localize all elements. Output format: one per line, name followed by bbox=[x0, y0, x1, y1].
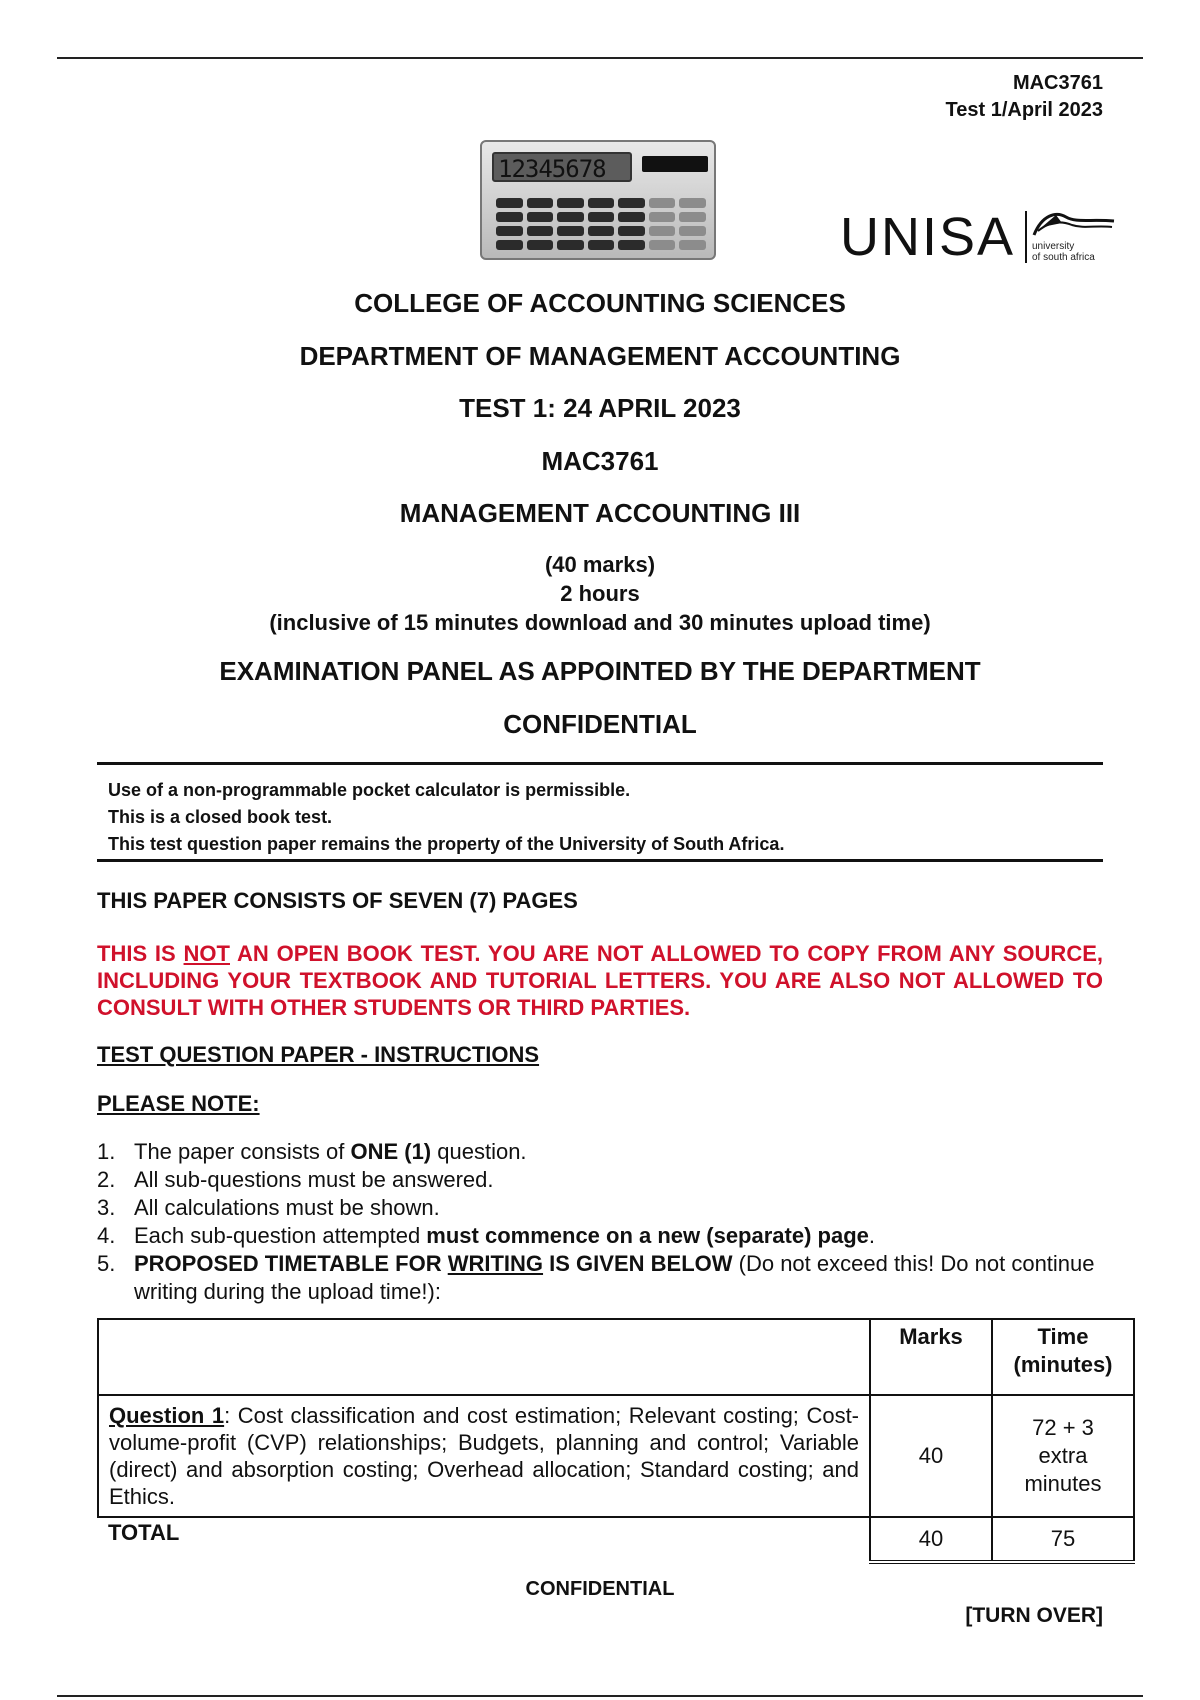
marks-column-header: Marks bbox=[870, 1319, 992, 1395]
total-time: 75 bbox=[992, 1517, 1134, 1562]
college-title: COLLEGE OF ACCOUNTING SCIENCES bbox=[354, 288, 846, 318]
footer-confidential: CONFIDENTIAL bbox=[525, 1578, 675, 1600]
question-1-time: 72 + 3 extra minutes bbox=[992, 1395, 1134, 1517]
list-item: 3. All calculations must be shown. bbox=[97, 1195, 440, 1220]
total-marks-text: (40 marks) bbox=[544, 552, 656, 577]
logo-divider bbox=[1025, 211, 1027, 263]
question-1-label: Question 1 bbox=[109, 1403, 225, 1428]
table-row bbox=[98, 1319, 1134, 1395]
closed-book-warning: THIS IS NOT AN OPEN BOOK TEST. YOU ARE NOT ALLOWED TO COPY FROM ANY SOURCE, INCLUDING YOUR TEXTBOOK AND TUTORIAL LETTERS. YOU ARE ALSO NOT ALLOWED TO CONSULT WITH OTHER STUDENTS OR THIRD PARTIES. bbox=[97, 941, 1103, 1020]
bottom-rule bbox=[57, 1695, 1143, 1697]
department-title: DEPARTMENT OF MANAGEMENT ACCOUNTING bbox=[299, 341, 901, 371]
examination-panel-title: EXAMINATION PANEL AS APPOINTED BY THE DEPARTMENT bbox=[219, 656, 981, 686]
notice-closed-book: This is a closed book test. bbox=[108, 807, 333, 827]
list-item: 1. The paper consists of ONE (1) question. bbox=[97, 1139, 527, 1164]
calculator-display: 12345678 bbox=[492, 152, 632, 182]
turn-over-label: [TURN OVER] bbox=[965, 1604, 1103, 1627]
warning-not-emphasis: NOT bbox=[183, 941, 230, 966]
time-column-header: Time (minutes) bbox=[992, 1319, 1134, 1395]
module-code: MAC3761 bbox=[1012, 72, 1103, 94]
marks-duration-block bbox=[0, 550, 1200, 637]
logo-wordmark: UNISA bbox=[840, 207, 1016, 267]
top-rule bbox=[57, 57, 1143, 59]
timetable bbox=[97, 1318, 1135, 1564]
unisa-logo bbox=[840, 205, 1115, 269]
please-note-heading: PLEASE NOTE: bbox=[97, 1091, 260, 1116]
instructions-list bbox=[97, 1138, 1103, 1306]
calculator-image bbox=[480, 140, 716, 260]
total-label: TOTAL bbox=[98, 1517, 870, 1562]
module-code-title: MAC3761 bbox=[541, 446, 659, 476]
notice-property: This test question paper remains the property of the University of South Africa. bbox=[108, 834, 785, 854]
list-item: 2. All sub-questions must be answered. bbox=[97, 1167, 494, 1192]
logo-tagline: university of south africa bbox=[1032, 241, 1095, 263]
calculator-solar-panel bbox=[642, 156, 708, 172]
notice-box bbox=[97, 762, 1103, 862]
list-item: 4. Each sub-question attempted must commence on a new (separate) page. bbox=[97, 1223, 875, 1248]
logo-swoosh-icon bbox=[1032, 209, 1116, 237]
table-row bbox=[98, 1517, 1134, 1562]
question-1-description: Question 1: Cost classification and cost estimation; Relevant costing; Cost-volume-profit (CVP) relationships; Budgets, planning and control; Variable (direct) and absorption costing; Overhead allocation; Standard costing; and Ethics. bbox=[98, 1395, 870, 1517]
duration-note-text: (inclusive of 15 minutes download and 30 minutes upload time) bbox=[269, 610, 931, 635]
question-1-marks: 40 bbox=[870, 1395, 992, 1517]
calculator-keys bbox=[496, 198, 706, 250]
test-reference: Test 1/April 2023 bbox=[945, 99, 1103, 121]
list-item: 5. PROPOSED TIMETABLE FOR WRITING IS GIVEN BELOW (Do not exceed this! Do not continue writing during the upload time!): bbox=[97, 1251, 1095, 1304]
page-count-statement: THIS PAPER CONSISTS OF SEVEN (7) PAGES bbox=[97, 888, 578, 913]
notice-calculator: Use of a non-programmable pocket calculator is permissible. bbox=[108, 780, 631, 800]
table-row bbox=[98, 1395, 1134, 1517]
header-blank-cell bbox=[98, 1319, 870, 1395]
instructions-heading: TEST QUESTION PAPER - INSTRUCTIONS bbox=[97, 1042, 540, 1067]
module-name-title: MANAGEMENT ACCOUNTING III bbox=[399, 498, 801, 528]
header-code-block bbox=[946, 70, 1103, 124]
confidential-title: CONFIDENTIAL bbox=[503, 709, 697, 739]
total-marks: 40 bbox=[870, 1517, 992, 1562]
test-title: TEST 1: 24 APRIL 2023 bbox=[459, 393, 741, 423]
duration-text: 2 hours bbox=[560, 581, 640, 606]
